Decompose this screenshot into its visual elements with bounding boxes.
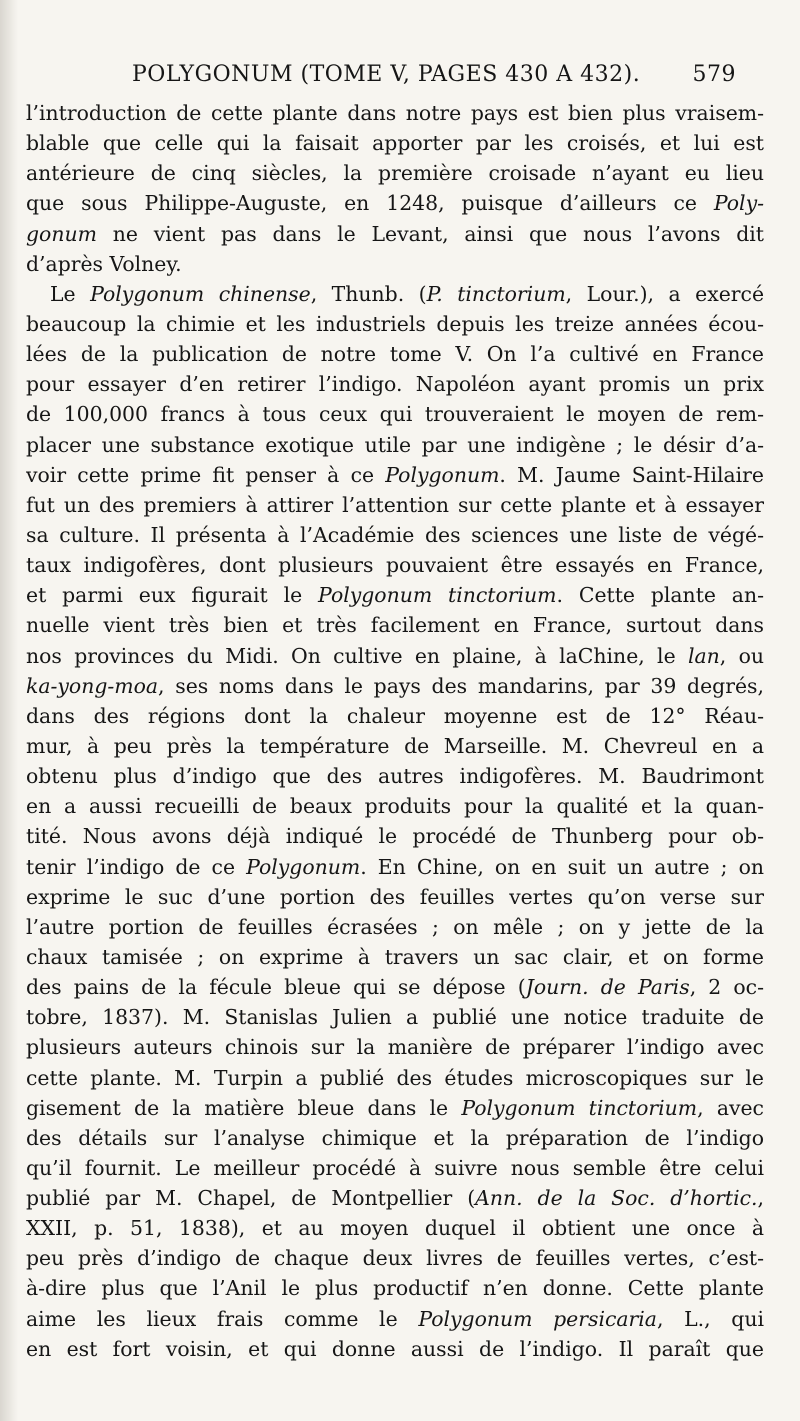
- text-line: [26, 1153, 764, 1183]
- text-line: [26, 1032, 764, 1062]
- italic-text-segment: P. tinctorium: [426, 281, 566, 306]
- text-segment: qu’il fournit. Le meilleur procédé à suivre nous semble être celui: [26, 1155, 764, 1180]
- text-line: [26, 641, 764, 671]
- text-line: [26, 399, 764, 429]
- text-line: [26, 339, 764, 369]
- text-line: [26, 731, 764, 761]
- text-segment: mur, à peu près la température de Marseille. M. Chevreul en a: [26, 733, 764, 758]
- text-segment: peu près d’indigo de chaque deux livres de feuilles vertes, c’est-: [26, 1246, 764, 1271]
- text-segment: , L., qui: [656, 1306, 764, 1331]
- text-segment: d’après Volney.: [26, 251, 182, 276]
- text-line: [26, 610, 764, 640]
- text-segment: ne vient pas dans le Levant, ainsi que nous l’avons dit: [96, 221, 764, 246]
- text-line: [26, 249, 764, 279]
- text-line: [26, 1183, 764, 1213]
- text-line: [26, 1093, 764, 1123]
- text-segment: XXII, p. 51, 1838), et au moyen duquel il obtient une once à: [26, 1216, 764, 1241]
- text-segment: antérieure de cinq siècles, la première croisade n’ayant eu lieu: [26, 161, 764, 186]
- text-segment: des détails sur l’analyse chimique et la préparation de l’indigo: [26, 1125, 764, 1150]
- text-line: [26, 821, 764, 851]
- text-segment: pour essayer d’en retirer l’indigo. Napoléon ayant promis un prix: [26, 372, 764, 397]
- text-line: [26, 98, 764, 128]
- text-line: [26, 1243, 764, 1273]
- text-line: [26, 852, 764, 882]
- text-line: [26, 882, 764, 912]
- italic-text-segment: Ann. de la Soc. d’hortic.: [475, 1186, 758, 1211]
- text-line: [26, 520, 764, 550]
- text-segment: à-dire plus que l’Anil le plus productif n’en donne. Cette plante: [26, 1276, 764, 1301]
- text-segment: sa culture. Il présenta à l’Académie des sciences une liste de végé-: [26, 522, 764, 547]
- text-segment: . M. Jaume Saint-Hilaire: [499, 462, 764, 487]
- text-segment: aime les lieux frais comme le: [26, 1306, 419, 1331]
- text-line: [26, 912, 764, 942]
- text-segment: Le: [50, 281, 91, 306]
- text-line: [26, 1273, 764, 1303]
- text-segment: en est fort voisin, et qui donne aussi de l’indigo. Il paraît que: [26, 1336, 764, 1361]
- text-segment: nuelle vient très bien et très facilement en France, surtout dans: [26, 613, 764, 638]
- text-line: [26, 369, 764, 399]
- text-segment: , ses noms dans le pays des mandarins, par 39 degrés,: [158, 673, 764, 698]
- text-line: [26, 430, 764, 460]
- text-line: [26, 219, 764, 249]
- italic-text-segment: Polygonum: [246, 854, 361, 879]
- italic-text-segment: Polygonum chinense: [90, 281, 311, 306]
- text-line: [26, 490, 764, 520]
- text-segment: nos provinces du Midi. On cultive en plaine, à laChine, le: [26, 643, 688, 668]
- text-segment: que sous Philippe-Auguste, en 1248, puisque d’ailleurs ce: [26, 191, 714, 216]
- text-segment: gisement de la matière bleue dans le: [26, 1095, 462, 1120]
- running-head: POLYGONUM (TOME V, PAGES 430 A 432).: [132, 62, 641, 87]
- text-segment: en a aussi recueilli de beaux produits pour la qualité et la quan-: [26, 794, 764, 819]
- text-segment: lées de la publication de notre tome V. On l’a cultivé en France: [26, 342, 764, 367]
- italic-text-segment: Journ. de Paris: [525, 975, 690, 1000]
- page-gutter-shadow: [0, 0, 18, 1421]
- text-line: [26, 942, 764, 972]
- text-line: [26, 128, 764, 158]
- text-line: [26, 1334, 764, 1364]
- italic-text-segment: lan: [687, 643, 720, 668]
- text-segment: exprime le suc d’une portion des feuilles vertes qu’on verse sur: [26, 884, 764, 909]
- text-line: [26, 158, 764, 188]
- text-segment: , ou: [719, 643, 764, 668]
- text-segment: l’introduction de cette plante dans notre pays est bien plus vraisem-: [26, 101, 764, 125]
- text-line: [26, 460, 764, 490]
- text-segment: tenir l’indigo de ce: [26, 854, 247, 879]
- text-segment: plusieurs auteurs chinois sur la manière de préparer l’indigo avec: [26, 1035, 764, 1060]
- text-segment: dans des régions dont la chaleur moyenne est de 12° Réau-: [26, 703, 764, 728]
- text-line: [26, 671, 764, 701]
- text-segment: , 2 oc-: [689, 975, 764, 1000]
- italic-text-segment: gonum: [26, 221, 97, 246]
- italic-text-segment: Polygonum tinctorium: [318, 583, 557, 608]
- text-line: [26, 1123, 764, 1153]
- text-segment: beaucoup la chimie et les industriels depuis les treize années écou-: [26, 311, 764, 336]
- italic-text-segment: Polygonum persicaria: [418, 1306, 657, 1331]
- page-number: 579: [692, 62, 736, 87]
- text-segment: chaux tamisée ; on exprime à travers un sac clair, et on forme: [26, 944, 764, 969]
- body-text: [26, 98, 764, 1364]
- text-segment: , avec: [697, 1095, 764, 1120]
- italic-text-segment: Polygonum tinctorium: [461, 1095, 698, 1120]
- text-segment: tité. Nous avons déjà indiqué le procédé de Thunberg pour ob-: [26, 824, 764, 849]
- text-segment: tobre, 1837). M. Stanislas Julien a publié une notice traduite de: [26, 1005, 764, 1030]
- text-segment: voir cette prime fit penser à ce: [26, 462, 386, 487]
- text-line: [26, 1213, 764, 1243]
- italic-text-segment: ka-yong-moa: [26, 673, 159, 698]
- text-line: [26, 1063, 764, 1093]
- text-segment: placer une substance exotique utile par une indigène ; le désir d’a-: [26, 432, 764, 457]
- text-segment: fut un des premiers à attirer l’attention sur cette plante et à essayer: [26, 492, 764, 517]
- text-segment: , Lour.), a exercé: [565, 281, 764, 306]
- text-segment: ,: [757, 1186, 764, 1211]
- italic-text-segment: Poly-: [713, 191, 764, 216]
- text-line: [26, 580, 764, 610]
- text-line: [26, 1304, 764, 1334]
- text-line: [26, 279, 764, 309]
- text-line: [26, 309, 764, 339]
- text-line: [26, 791, 764, 821]
- text-segment: et parmi eux figurait le: [26, 583, 319, 608]
- page-header: [132, 62, 736, 92]
- italic-text-segment: Polygonum: [385, 462, 500, 487]
- text-segment: des pains de la fécule bleue qui se dépose (: [26, 975, 526, 1000]
- text-segment: cette plante. M. Turpin a publié des études microscopiques sur le: [26, 1065, 764, 1090]
- text-segment: l’autre portion de feuilles écrasées ; on mêle ; on y jette de la: [26, 914, 764, 939]
- text-segment: , Thunb. (: [310, 281, 427, 306]
- text-line: [26, 188, 764, 218]
- text-line: [26, 550, 764, 580]
- text-segment: obtenu plus d’indigo que des autres indigofères. M. Baudrimont: [26, 764, 764, 789]
- text-segment: blable que celle qui la faisait apporter par les croisés, et lui est: [26, 131, 764, 156]
- text-line: [26, 761, 764, 791]
- text-segment: de 100,000 francs à tous ceux qui trouveraient le moyen de rem-: [26, 402, 764, 427]
- text-segment: . En Chine, on en suit un autre ; on: [360, 854, 764, 879]
- text-line: [26, 701, 764, 731]
- text-segment: . Cette plante an-: [556, 583, 764, 608]
- text-segment: publié par M. Chapel, de Montpellier (: [26, 1186, 476, 1211]
- text-line: [26, 972, 764, 1002]
- text-segment: taux indigofères, dont plusieurs pouvaient être essayés en France,: [26, 553, 764, 578]
- text-line: [26, 1002, 764, 1032]
